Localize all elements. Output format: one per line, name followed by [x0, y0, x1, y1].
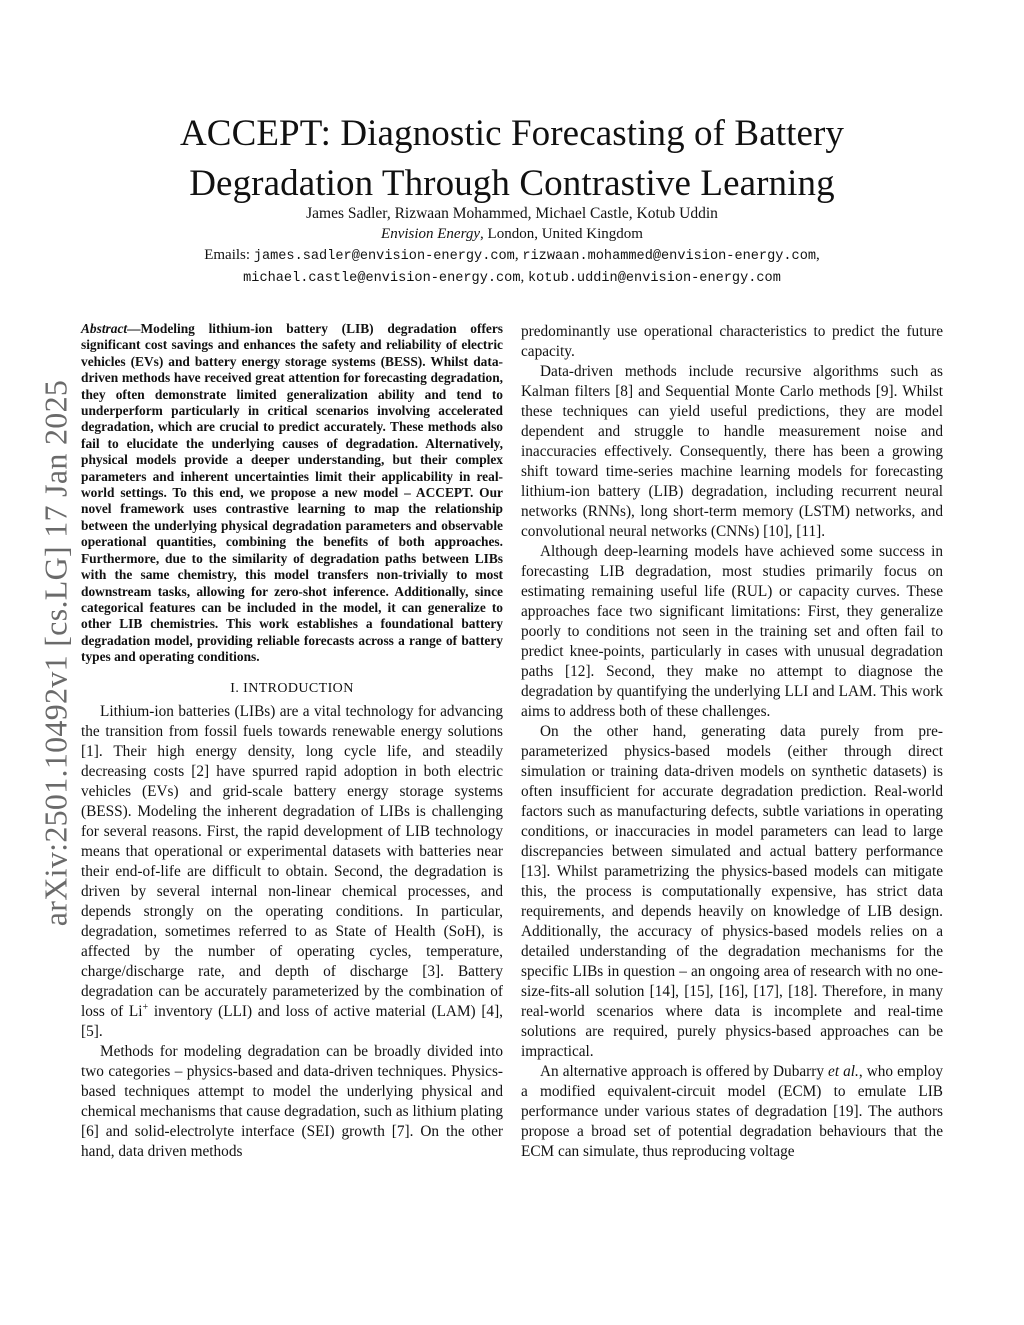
email-link[interactable]: michael.castle@envision-energy.com	[243, 271, 521, 286]
paper-title-line2: Degradation Through Contrastive Learning	[189, 162, 835, 204]
arxiv-identifier: arXiv:2501.10492v1 [cs.LG] 17 Jan 2025	[37, 379, 74, 927]
paragraph-text: An alternative approach is offered by Dubarry	[540, 1063, 829, 1080]
intro-paragraph-4: Although deep-learning models have achieved some success in forecasting LIB degradation, most studies primarily focus on estimating remaining useful life (RUL) or capacity curves. These approaches face two significant limitations: First, they generalize poorly to conditions not seen in the training set and often fail to predict knee-points, particularly in cases with unusual degradation paths [12]. Second, they make no attempt to diagnose the degradation by quantifying the underlying LLI and LAM. This work aims to address both of these challenges.	[521, 543, 943, 720]
paper-title	[0, 109, 1024, 209]
email-line-1	[0, 245, 1024, 267]
paragraph-text: , who employ a modified equivalent-circuit model (ECM) to emulate LIB performance under various states of degradation [19]. The authors propose a broad set of potential degradation behaviours that the ECM can simulate, thus reproducing voltage	[521, 1063, 944, 1160]
abstract	[81, 321, 503, 666]
email-separator: ,	[514, 247, 523, 263]
italic-etal: et al.	[828, 1063, 859, 1080]
intro-paragraph-1	[81, 702, 503, 1042]
abstract-text: Modeling lithium-ion battery (LIB) degradation offers significant cost savings and enhances the safety and reliability of electric vehicles (EVs) and battery energy storage systems (BESS). Whilst data-driven methods have received great attention for forecasting degradation, they often demonstrate limited generalization ability and tend to underperform particularly in critical scenarios involving accelerated degradation, which are crucial to predict accurately. These methods also fail to elucidate the underlying causes of degradation. Alternatively, physical models provide a deeper understanding, but their complex parameters and inherent uncertainties limit their applicability in real-world settings. To this end, we propose a new model – ACCEPT. Our novel framework uses contrastive learning to map the relationship between the underlying physical degradation parameters and observable operational quantities, combining the benefits of both approaches. Furthermore, due to the similarity of degradation paths between LIBs with the same chemistry, this model transfers non-trivially to most downstream tasks, allowing for zero-shot inference. Additionally, since categorical features can be included in the model, it can generalize to other LIB chemistries. This work establishes a foundational battery degradation model, providing reliable forecasts across a range of battery types and operating conditions.	[81, 321, 503, 665]
emails-label: Emails:	[204, 247, 254, 263]
left-column	[81, 321, 503, 1162]
section-title-initial: I	[243, 680, 249, 696]
abstract-label: Abstract	[81, 321, 128, 336]
affiliation-org: Envision Energy	[381, 226, 481, 242]
email-link[interactable]: james.sadler@envision-energy.com	[253, 249, 515, 264]
intro-paragraph-5: On the other hand, generating data purely from pre-parameterized physics-based models (either through direct simulation or training data-driven models on synthetic datasets) is often insufficient for accurate degradation prediction. Real-world factors such as manufacturing defects, subtle variations in operating conditions, or inaccuracies in model parameters can lead to large discrepancies between simulated and actual battery performance [13]. Whilst parametrizing the physics-based models can mitigate this, the process is computationally expensive, has strict data requirements, and depends heavily on knowledge of LIB design. Additionally, the accuracy of physics-based models relies on a detailed understanding of the degradation mechanisms for the specific LIBs in question – an ongoing area of research with no one-size-fits-all solution [14], [15], [16], [17], [18]. Therefore, in many real-world scenarios where data is incomplete and real-time solutions are required, purely physics-based approaches can be impractical.	[521, 723, 943, 1060]
section-heading-introduction	[81, 680, 503, 698]
superscript-plus: +	[142, 1001, 149, 1013]
section-number: I.	[230, 680, 244, 696]
intro-paragraph-2: Methods for modeling degradation can be broadly divided into two categories – physics-based and data-driven techniques. Physics-based techniques attempt to model the underlying physical and chemical mechanisms that cause degradation, such as lithium plating [6] and solid-electrolyte interface (SEI) growth [7]. On the other hand, data driven methods	[81, 1042, 503, 1160]
affiliation-location: , London, United Kingdom	[480, 226, 643, 242]
email-separator: ,	[816, 247, 820, 263]
intro-paragraph-6	[521, 1062, 943, 1162]
email-list	[0, 245, 1024, 289]
email-separator: ,	[520, 269, 528, 285]
abstract-dash: —	[127, 321, 141, 336]
right-column	[521, 322, 943, 1162]
paragraph-text: inventory (LLI) and loss of active material (LAM) [4], [5].	[81, 1002, 503, 1040]
email-link[interactable]: kotub.uddin@envision-energy.com	[527, 271, 781, 286]
email-line-2	[0, 267, 1024, 289]
affiliation	[0, 224, 1024, 244]
paragraph-text: Lithium-ion batteries (LIBs) are a vital technology for advancing the transition from fossil fuels towards renewable energy solutions [1]. Their high energy density, long cycle life, and steadily decreasing costs [2] have spurred rapid adoption in both electric vehicles (EVs) and grid-scale battery energy storage systems (BESS). Modeling the inherent degradation of LIBs is challenging for several reasons. First, the rapid development of LIB technology means that operational or experimental datasets with batteries near their end-of-life are difficult to obtain. Second, the degradation is driven by several internal non-linear chemical processes, and depends strongly on the operating conditions. In particular, degradation, sometimes referred to as State of Health (SoH), is affected by the number of operating cycles, temperature, charge/discharge rate, and depth of discharge [3]. Battery degradation can be accurately parameterized by the combination of loss of Li	[81, 702, 503, 1020]
author-list: James Sadler, Rizwaan Mohammed, Michael Castle, Kotub Uddin	[306, 205, 718, 222]
paper-title-line1: ACCEPT: Diagnostic Forecasting of Battery	[179, 112, 845, 154]
section-title-rest: NTRODUCTION	[248, 680, 354, 696]
intro-paragraph-3: Data-driven methods include recursive algorithms such as Kalman filters [8] and Sequential Monte Carlo methods [9]. Whilst these techniques can yield useful predictions, they are model dependent and struggle to handle measurement noise and inaccuracies effectively. Consequently, there has been a growing shift toward time-series machine learning models for forecasting lithium-ion battery (LIB) degradation, including recurrent neural networks (RNNs), long short-term memory (LSTM) networks, and convolutional neural networks (CNNs) [10], [11].	[521, 363, 943, 540]
email-link[interactable]: rizwaan.mohammed@envision-energy.com	[522, 249, 817, 264]
intro-paragraph-2-continued: predominantly use operational characteristics to predict the future capacity.	[521, 323, 943, 360]
